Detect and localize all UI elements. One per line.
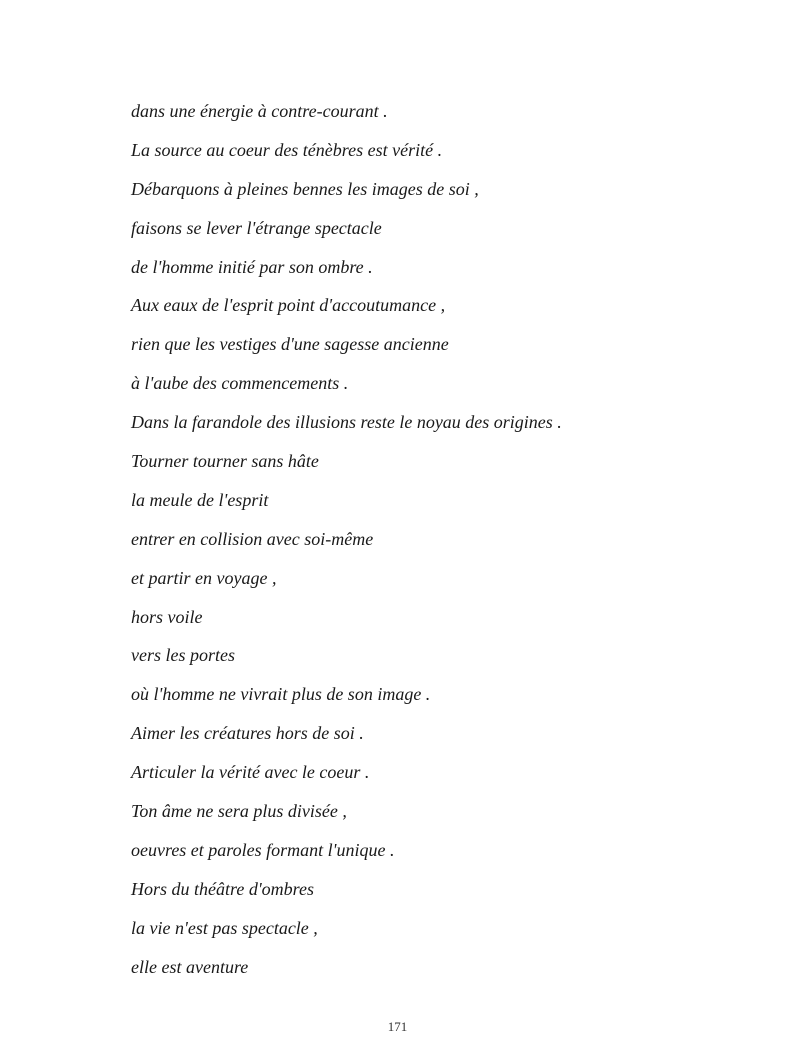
poem-line: où l'homme ne vivrait plus de son image . bbox=[131, 684, 431, 705]
poem-line: Aux eaux de l'esprit point d'accoutumance , bbox=[131, 295, 446, 316]
poem-line: entrer en collision avec soi-même bbox=[131, 528, 374, 549]
poem-line: La source au coeur des ténèbres est vérité . bbox=[131, 139, 443, 160]
poem-line: dans une énergie à contre-courant . bbox=[131, 101, 388, 121]
poem-line: elle est aventure bbox=[131, 956, 249, 977]
poem-text bbox=[131, 98, 751, 992]
poem-line: Ton âme ne sera plus divisée , bbox=[131, 801, 347, 822]
poem-line: Tourner tourner sans hâte bbox=[131, 451, 319, 472]
page-number: 171 bbox=[387, 1019, 408, 1034]
poem-line: la meule de l'esprit bbox=[131, 489, 269, 510]
poem-line: Débarquons à pleines bennes les images de soi , bbox=[131, 178, 479, 199]
poem-line: Aimer les créatures hors de soi . bbox=[131, 723, 364, 744]
poem-line: oeuvres et paroles formant l'unique . bbox=[131, 839, 395, 860]
poem-line: rien que les vestiges d'une sagesse ancienne bbox=[131, 334, 449, 355]
poem-line: vers les portes bbox=[131, 645, 235, 666]
poem-line: et partir en voyage , bbox=[131, 567, 277, 588]
poem-line: Dans la farandole des illusions reste le noyau des origines . bbox=[131, 412, 562, 433]
poem-line: hors voile bbox=[131, 606, 203, 627]
poem-line: la vie n'est pas spectacle , bbox=[131, 917, 318, 938]
poem-line: à l'aube des commencements . bbox=[131, 373, 349, 394]
poem-line: Hors du théâtre d'ombres bbox=[131, 878, 315, 899]
poem-line: de l'homme initié par son ombre . bbox=[131, 256, 373, 277]
poem-line: faisons se lever l'étrange spectacle bbox=[131, 217, 382, 238]
poem-line: Articuler la vérité avec le coeur . bbox=[131, 762, 370, 783]
